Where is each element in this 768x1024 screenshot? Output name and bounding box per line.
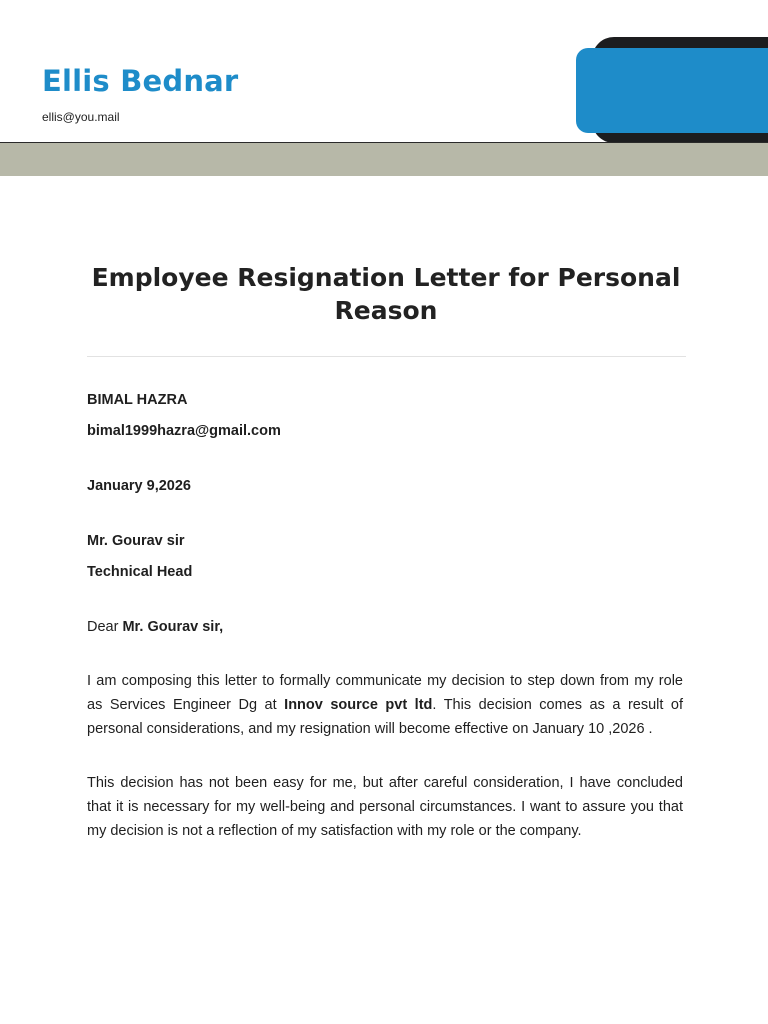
salutation-prefix: Dear bbox=[87, 619, 123, 635]
title-divider bbox=[87, 356, 686, 357]
salutation-name: Mr. Gourav sir, bbox=[122, 619, 224, 635]
body-paragraph-2: This decision has not been easy for me, but after careful consideration, I have concluded that it is necessary for my well-being and personal circumstances. I want to assure you that my decision is not a reflection of my satisfaction with my role or the company. bbox=[87, 775, 683, 839]
recipient-name: Mr. Gourav sir bbox=[87, 533, 185, 549]
letter-sender-name: BIMAL HAZRA bbox=[87, 392, 188, 408]
paragraph-1-text-end: . This decision comes as a result of personal considerations, and my resignation will become effective on January 10 ,2026 . bbox=[87, 697, 684, 737]
letter-sender-email: bimal1999hazra@gmail.com bbox=[87, 423, 281, 439]
paragraph-1-text-start: I am composing this letter to formally communicate my decision to step down from my role as Services Engineer Dg at bbox=[87, 673, 683, 713]
decorative-blue-block bbox=[576, 48, 768, 133]
company-name: Innov source pvt ltd bbox=[284, 697, 433, 713]
letterhead bbox=[0, 0, 768, 176]
document-title: Employee Resignation Letter for Personal Reason bbox=[91, 263, 681, 325]
letterhead-email: ellis@you.mail bbox=[42, 110, 120, 124]
recipient-title: Technical Head bbox=[87, 564, 193, 580]
header-band bbox=[0, 143, 768, 176]
salutation bbox=[87, 617, 687, 637]
letter-date: January 9,2026 bbox=[87, 478, 191, 494]
letterhead-name: Ellis Bednar bbox=[42, 64, 239, 98]
body-paragraph-1 bbox=[87, 669, 683, 741]
